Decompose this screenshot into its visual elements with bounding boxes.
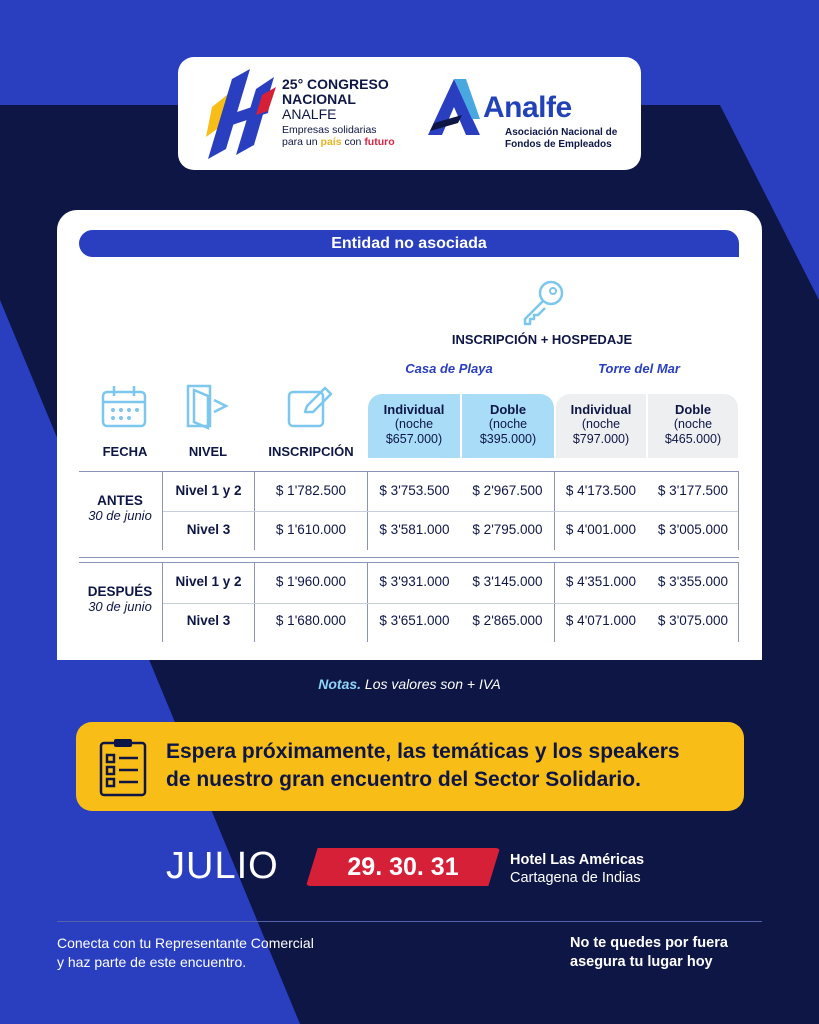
group-divider: [79, 562, 739, 563]
room-casa-doble: [462, 394, 554, 458]
date-group-antes: [79, 493, 161, 523]
date-group-sub: 30 de junio: [88, 599, 152, 614]
column-inscripcion: INSCRIPCIÓN: [268, 444, 354, 459]
column-fecha: FECHA: [102, 444, 148, 459]
key-icon: [519, 278, 567, 326]
table-cell-price: $ 4'173.500: [565, 483, 637, 498]
room-night-price: $395.000): [479, 432, 537, 446]
promo-line1: Espera próximamente, las temáticas y los speakers: [166, 740, 680, 763]
event-venue: [510, 851, 644, 887]
table-cell-price: $ 4'351.000: [565, 574, 637, 589]
table-cell-inscripcion: $ 1'610.000: [275, 522, 347, 537]
table-cell-price: $ 4'001.000: [565, 522, 637, 537]
congress-title-line3: ANALFE: [282, 106, 337, 122]
footer-left-line2: y haz parte de este encuentro.: [57, 954, 247, 970]
room-torre-individual: [556, 394, 646, 458]
footer-right-line1: No te quedes por fuera: [570, 935, 728, 951]
room-night-price: $465.000): [664, 432, 722, 446]
edit-form-icon: [285, 382, 335, 430]
room-night-price: $657.000): [385, 432, 443, 446]
table-cell-nivel: Nivel 1 y 2: [175, 574, 242, 589]
room-torre-doble: [648, 394, 738, 458]
table-cell-inscripcion: $ 1'680.000: [275, 613, 347, 628]
tagline-pais: país: [320, 136, 342, 148]
promo-line2: de nuestro gran encuentro del Sector Solidario.: [166, 768, 641, 791]
analfe-logo-icon: [428, 79, 480, 135]
table-cell-price: $ 3'355.000: [657, 574, 729, 589]
notes: [0, 676, 819, 692]
room-night-label: (noche: [394, 417, 434, 431]
analfe-description: [505, 127, 617, 151]
room-type: Doble: [489, 402, 527, 417]
footer-right: [570, 934, 728, 972]
congress-title-line2: NACIONAL: [282, 91, 356, 107]
room-night-label: (noche: [581, 417, 621, 431]
analfe-name: Analfe: [483, 91, 572, 124]
table-cell-price: $ 4'071.000: [565, 613, 637, 628]
congress-tagline-line2: [282, 136, 395, 148]
date-group-label: ANTES: [97, 493, 143, 508]
congress-logo-icon: [198, 69, 276, 159]
room-casa-individual: [368, 394, 460, 458]
venue-casa-de-playa: Casa de Playa: [405, 361, 493, 376]
calendar-icon: [99, 382, 149, 430]
logo-card: [178, 57, 641, 170]
tagline-futuro: futuro: [364, 136, 395, 148]
footer-right-line2: asegura tu lugar hoy: [570, 954, 713, 970]
promo-banner: [76, 722, 744, 811]
row-divider: [163, 511, 738, 512]
checklist-icon: [98, 739, 148, 797]
table-cell-price: $ 2'865.000: [472, 613, 543, 628]
event-days: 29. 30. 31: [347, 853, 459, 881]
room-type: Doble: [674, 402, 712, 417]
date-group-label: DESPUÉS: [87, 584, 153, 599]
venue-torre-del-mar: Torre del Mar: [598, 361, 680, 376]
door-levels-icon: [182, 382, 232, 430]
footer-left: [57, 934, 314, 972]
table-cell-price: $ 3'075.000: [657, 613, 729, 628]
notes-label: Notas.: [318, 676, 362, 692]
inscription-hosting-label: INSCRIPCIÓN + HOSPEDAJE: [451, 332, 633, 347]
notes-text: Los valores son + IVA: [361, 676, 501, 692]
pricing-card-header: Entidad no asociada: [79, 230, 739, 257]
group-divider: [79, 557, 739, 558]
congress-title-line1: 25° CONGRESO: [282, 76, 389, 92]
room-night-price: $797.000): [572, 432, 630, 446]
promo-text: [166, 738, 680, 794]
table-cell-price: $ 3'753.500: [379, 483, 450, 498]
room-type: Individual: [383, 402, 445, 417]
table-cell-nivel: Nivel 1 y 2: [175, 483, 242, 498]
table-cell-nivel: Nivel 3: [186, 522, 231, 537]
table-cell-inscripcion: $ 1'960.000: [275, 574, 347, 589]
table-cell-price: $ 2'795.000: [472, 522, 543, 537]
column-nivel: NIVEL: [188, 444, 228, 459]
room-night-label: (noche: [488, 417, 528, 431]
date-group-despues: [79, 584, 161, 614]
row-divider: [163, 603, 738, 604]
event-month: JULIO: [166, 845, 279, 887]
table-cell-price: $ 3'651.000: [379, 613, 450, 628]
table-cell-price: $ 3'145.000: [472, 574, 543, 589]
table-cell-price: $ 2'967.500: [472, 483, 543, 498]
table-cell-price: $ 3'931.000: [379, 574, 450, 589]
analfe-desc-line2: Fondos de Empleados: [505, 139, 612, 150]
analfe-desc-line1: Asociación Nacional de: [505, 127, 618, 138]
congress-tagline-line1: Empresas solidarias: [282, 124, 377, 136]
date-group-sub: 30 de junio: [88, 508, 152, 523]
congress-title: [282, 77, 389, 122]
table-cell-inscripcion: $ 1'782.500: [275, 483, 347, 498]
room-type: Individual: [570, 402, 632, 417]
event-hotel: Hotel Las Américas: [510, 852, 645, 868]
congress-tagline: [282, 124, 395, 148]
table-cell-price: $ 3'177.500: [657, 483, 729, 498]
pricing-card: [57, 210, 762, 660]
group-divider: [79, 471, 739, 472]
tagline-con: con: [341, 136, 365, 148]
table-cell-price: $ 3'005.000: [657, 522, 729, 537]
footer-divider: [57, 921, 762, 922]
footer-left-line1: Conecta con tu Representante Comercial: [57, 935, 314, 951]
room-night-label: (noche: [673, 417, 713, 431]
table-cell-price: $ 3'581.000: [379, 522, 450, 537]
event-city: Cartagena de Indias: [510, 870, 641, 886]
table-cell-nivel: Nivel 3: [186, 613, 231, 628]
tagline-pre: para un: [282, 136, 321, 148]
